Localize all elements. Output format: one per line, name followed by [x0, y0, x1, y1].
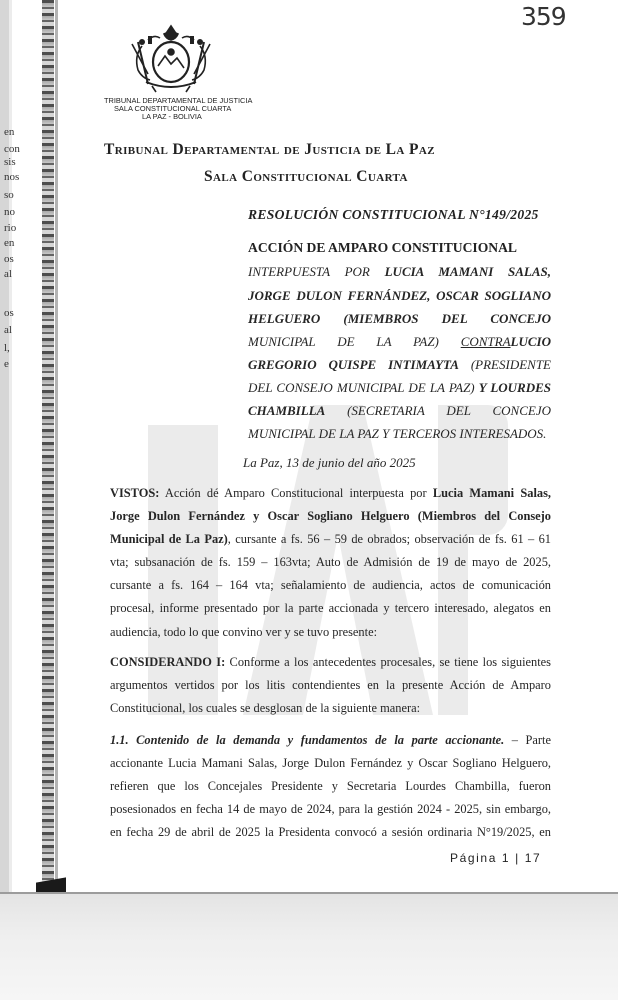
margin-fragment: so [4, 189, 14, 201]
text-line: procesal, informe presentado por la parte accionada y tercero interesado, alegatos en [110, 601, 551, 616]
caption-line-8: MUNICIPAL DE LA PAZ Y TERCEROS INTERESADOS. [248, 426, 547, 441]
margin-fragment: no [4, 206, 15, 218]
text-line: CONSIDERANDO I: Conforme a los antecedentes procesales, se tiene los siguientes [110, 655, 551, 669]
caption-line-2: JORGE DULON FERNÁNDEZ, OSCAR SOGLIANO [248, 288, 551, 303]
margin-fragment: al [4, 268, 12, 280]
caption-line-4: MUNICIPAL DE LA PAZ) CONTRALUCIO [248, 334, 551, 349]
tribunal-title: Tribunal Departamental de Justicia de La Paz [104, 141, 435, 158]
sala-title: Sala Constitucional Cuarta [204, 168, 408, 185]
text-line: Municipal de La Paz), cursante a fs. 56 – 59 de obrados; observación de fs. 61 – 61 [110, 532, 551, 547]
caption-line-5: GREGORIO QUISPE INTIMAYTA (PRESIDENTE [248, 357, 551, 372]
text-line: refieren que los Concejales Presidente y Secretaria Lourdes Chambilla, fueron [110, 779, 551, 794]
caption-line-1: INTERPUESTA POR LUCIA MAMANI SALAS, [248, 264, 551, 279]
text-line: 1.1. Contenido de la demanda y fundamentos de la parte accionante. – Parte [110, 733, 551, 747]
text-line: accionante Lucia Mamani Salas, Jorge Dulon Fernández y Oscar Sogliano Helguero, [110, 756, 551, 771]
text-line: audiencia, todo lo que convino ver y se tuvo presente: [110, 624, 378, 639]
margin-fragment: al [4, 324, 12, 336]
caption-line-7: CHAMBILLA (SECRETARIA DEL CONCEJO [248, 403, 551, 418]
margin-fragment: os [4, 307, 14, 319]
page-binding-edge [42, 0, 54, 892]
scan-bottom-area [0, 894, 618, 1000]
text-line: vta; subsanación de fs. 159 – 163vta; Auto de Admisión de 19 de mayo de 2025, [110, 555, 551, 570]
handwritten-page-number: 359 [521, 2, 566, 31]
margin-fragment: sis [4, 156, 16, 168]
text-line: VISTOS: Acción dé Amparo Constitucional interpuesta por Lucia Mamani Salas, [110, 486, 552, 500]
text-line: cursante a fs. 164 – 164 vta; señalamiento de audiencia, actos de comunicación [110, 578, 551, 593]
resolution-number: RESOLUCIÓN CONSTITUCIONAL N°149/2025 [248, 207, 539, 222]
caption-line-6: DEL CONSEJO MUNICIPAL DE LA PAZ) Y LOURDES [248, 380, 551, 395]
margin-fragment: e [4, 358, 9, 370]
margin-fragment: en [4, 237, 15, 249]
vistos-paragraph [110, 482, 551, 644]
considerando-paragraph [110, 651, 551, 720]
margin-fragment: nos [4, 171, 20, 183]
page-number-footer: Página 1 | 17 [450, 851, 542, 865]
section-1-1-paragraph [110, 729, 551, 844]
margin-fragment: l, [4, 342, 10, 354]
margin-fragment: rio [4, 222, 17, 234]
page-binding-shadow [55, 0, 58, 892]
coat-of-arms-icon [128, 22, 214, 94]
text-line: argumentos vertidos por los litis contendientes en la presente Acción de Amparo [110, 678, 551, 693]
place-and-date: La Paz, 13 de junio del año 2025 [243, 455, 416, 470]
institution-caption-2: SALA CONSTITUCIONAL CUARTA [114, 104, 232, 113]
caption-line-3: HELGUERO (MIEMBROS DEL CONCEJO [248, 311, 551, 326]
text-line: posesionados en fecha 14 de mayo de 2024, para la gestión 2024 - 2025, sin embargo, [110, 802, 551, 817]
text-line: Constitucional, los cuales se desglosan de la siguiente manera: [110, 701, 421, 716]
margin-fragment: con [4, 143, 20, 155]
margin-fragment: en [4, 126, 15, 138]
institution-caption-1: TRIBUNAL DEPARTAMENTAL DE JUSTICIA [104, 96, 253, 105]
action-title: ACCIÓN DE AMPARO CONSTITUCIONAL [248, 240, 518, 255]
text-line: Jorge Dulon Fernández y Oscar Sogliano Helguero (Miembros del Consejo [110, 509, 551, 524]
margin-fragment: os [4, 253, 14, 265]
institution-caption-3: LA PAZ - BOLIVIA [142, 112, 202, 121]
text-line: en fecha 29 de abril de 2025 la Presidenta convocó a sesión ordinaria N°19/2025, en [110, 825, 551, 840]
